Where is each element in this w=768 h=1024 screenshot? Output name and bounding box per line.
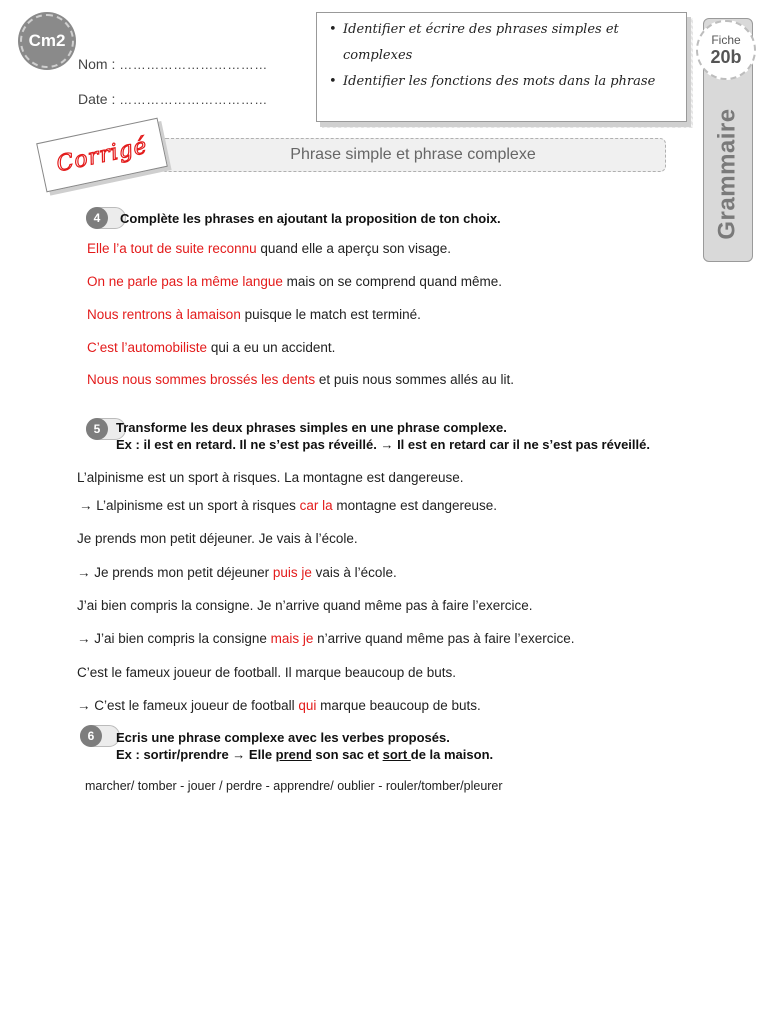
ex5-simple-sentence: Je prends mon petit déjeuner. Je vais à l’école.: [77, 531, 358, 546]
bullet-icon: •: [329, 22, 337, 37]
exercise-5-example: Ex : il est en retard. Il ne s’est pas réveillé. → Il est en retard car il ne s’est pas réveillé.: [116, 437, 650, 452]
example-verb: prend: [275, 747, 312, 762]
ex4-answer: Nous rentrons à lamaison: [87, 307, 241, 322]
example-verb: sort: [382, 747, 411, 762]
objective-2: • Identifier les fonctions des mots dans la phrase: [343, 71, 673, 93]
date-label: Date :: [78, 91, 116, 107]
ex4-answer: On ne parle pas la même langue: [87, 274, 283, 289]
exercise-5-number: 5: [86, 418, 108, 440]
ex5-complex-sentence: → Je prends mon petit déjeuner puis je vais à l’école.: [77, 565, 397, 580]
corrige-stamp: Corrigé: [36, 118, 168, 193]
exercise-5-instruction: Transforme les deux phrases simples en une phrase complexe.: [116, 420, 507, 435]
fiche-badge: [696, 20, 756, 80]
ex5-complex-sentence: → C’est le fameux joueur de football qui marque beaucoup de buts.: [77, 698, 481, 713]
ex5-simple-sentence: C’est le fameux joueur de football. Il marque beaucoup de buts.: [77, 665, 456, 680]
page-title: Phrase simple et phrase complexe: [160, 138, 666, 172]
ex5-simple-sentence: L’alpinisme est un sport à risques. La montagne est dangereuse.: [77, 470, 464, 485]
ex4-sentence: On ne parle pas la même langue mais on se comprend quand même.: [87, 274, 502, 289]
exercise-6-number: 6: [80, 725, 102, 747]
ex4-answer: Elle l’a tout de suite reconnu: [87, 241, 257, 256]
fiche-label: Fiche: [711, 33, 741, 47]
ex4-sentence: C’est l’automobiliste qui a eu un accident.: [87, 340, 336, 355]
objectives-box: [316, 12, 687, 122]
ex4-sentence: Nous rentrons à lamaison puisque le match est terminé.: [87, 307, 421, 322]
objective-1: • Identifier et écrire des phrases simples et: [343, 19, 673, 41]
ex5-complex-sentence: → J’ai bien compris la consigne mais je n’arrive quand même pas à faire l’exercice.: [77, 631, 575, 646]
ex5-complex-sentence: → L’alpinisme est un sport à risques car la montagne est dangereuse.: [79, 498, 497, 513]
nom-dots: ……………………………: [119, 57, 268, 72]
ex5-answer: qui: [298, 698, 317, 713]
objective-1-cont: complexes: [343, 48, 413, 63]
level-badge: [20, 14, 74, 68]
ex4-sentence: Elle l’a tout de suite reconnu quand elle a aperçu son visage.: [87, 241, 451, 256]
ex4-answer: C’est l’automobiliste: [87, 340, 208, 355]
ex6-verb-list: marcher/ tomber - jouer / perdre - apprendre/ oublier - rouler/tomber/pleurer: [85, 779, 503, 793]
ex4-sentence: Nous nous sommes brossés les dents et puis nous sommes allés au lit.: [87, 372, 514, 387]
ex5-answer: car la: [299, 498, 333, 513]
exercise-4-instruction: Complète les phrases en ajoutant la proposition de ton choix.: [120, 211, 501, 226]
level-label: Cm2: [28, 31, 66, 50]
exercise-6-example: Ex : sortir/prendre → Elle prend son sac et sort de la maison.: [116, 747, 494, 762]
ex5-simple-sentence: J’ai bien compris la consigne. Je n’arrive quand même pas à faire l’exercice.: [77, 598, 533, 613]
exercise-6-instruction: Ecris une phrase complexe avec les verbes proposés.: [116, 730, 450, 745]
ex4-answer: Nous nous sommes brossés les dents: [87, 372, 316, 387]
bullet-icon: •: [329, 74, 337, 89]
nom-label: Nom :: [78, 56, 116, 72]
date-dots: ……………………………: [119, 92, 268, 107]
ex5-answer: puis je: [272, 565, 312, 580]
ex5-answer: mais je: [270, 631, 314, 646]
subject-label: Grammaire: [714, 108, 741, 240]
exercise-4-number: 4: [86, 207, 108, 229]
date-field: [78, 91, 268, 107]
fiche-number: 20b: [710, 47, 742, 67]
nom-field: [78, 56, 268, 72]
